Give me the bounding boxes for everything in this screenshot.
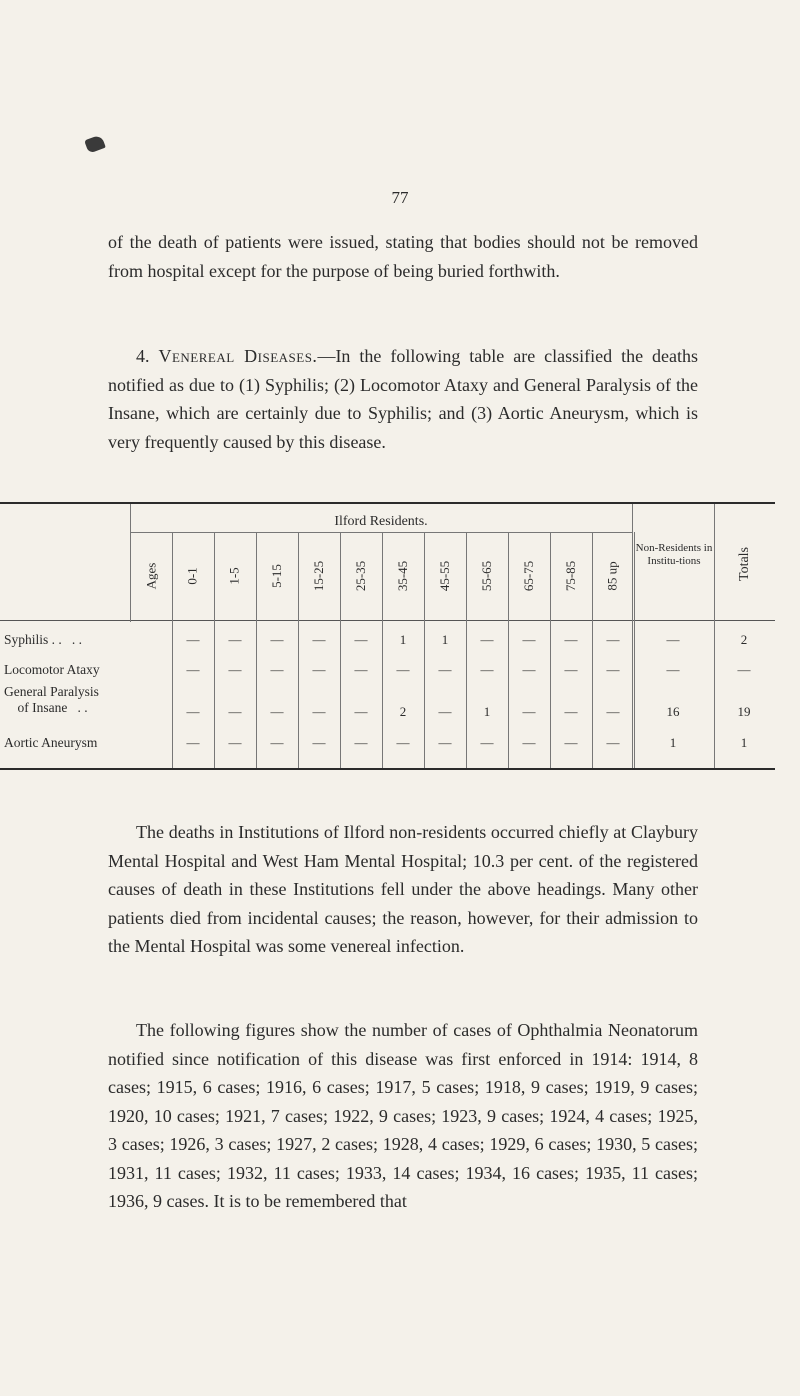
table-cell: — xyxy=(396,662,410,677)
table-cell: — xyxy=(312,704,326,719)
table-cell: 1 xyxy=(441,632,449,647)
table-cell: — xyxy=(522,662,536,677)
venereal-deaths-table xyxy=(0,502,775,772)
age-column-label: 25-35 xyxy=(353,560,368,592)
totals-cell: 1 xyxy=(740,735,748,750)
table-row-label: General Paralysis of Insane . . xyxy=(4,684,99,715)
table-cell: — xyxy=(438,704,452,719)
age-column-label: 75-85 xyxy=(563,560,578,592)
age-column-header xyxy=(257,536,297,616)
table-cell: — xyxy=(270,662,284,677)
age-column-label: 1-5 xyxy=(227,567,242,585)
age-column-header xyxy=(509,536,549,616)
table-cell: — xyxy=(312,735,326,750)
nonresidents-cell: 1 xyxy=(669,735,677,750)
table-cell: — xyxy=(564,704,578,719)
ink-blot-mark xyxy=(84,134,106,153)
table-bottom-rule xyxy=(0,768,775,770)
age-column-label: 85 up xyxy=(605,561,620,591)
table-cell: — xyxy=(606,704,620,719)
age-column-header xyxy=(299,536,339,616)
table-top-rule xyxy=(0,502,775,504)
table-cell: — xyxy=(606,662,620,677)
age-column-label: 45-55 xyxy=(437,560,452,592)
table-cell: — xyxy=(522,632,536,647)
table-cell: — xyxy=(396,735,410,750)
table-cell: — xyxy=(564,662,578,677)
age-column-label: 55-65 xyxy=(479,560,494,592)
table-cell: — xyxy=(522,704,536,719)
ages-header-label: Ages xyxy=(143,562,158,590)
table-cell: — xyxy=(480,735,494,750)
table-cell: — xyxy=(606,632,620,647)
totals-cell: 19 xyxy=(737,704,751,719)
age-column-header xyxy=(341,536,381,616)
table-cell: — xyxy=(186,632,200,647)
table-cell: — xyxy=(228,704,242,719)
table-cell: — xyxy=(354,662,368,677)
totals-header-label: Totals xyxy=(736,546,752,582)
table-cell: — xyxy=(354,632,368,647)
table-cell: — xyxy=(228,735,242,750)
table-cell: — xyxy=(270,632,284,647)
table-cell: — xyxy=(564,632,578,647)
section-heading: Venereal Diseases. xyxy=(158,346,318,366)
table-cell: — xyxy=(270,704,284,719)
age-column-label: 5-15 xyxy=(269,564,284,588)
nonresidents-cell: 16 xyxy=(666,704,680,719)
table-cell: — xyxy=(438,735,452,750)
age-column-label: 35-45 xyxy=(395,560,410,592)
age-column-header xyxy=(173,536,213,616)
nonresidents-header: Non-Residents in Institu-tions xyxy=(635,542,713,567)
table-cell: — xyxy=(564,735,578,750)
table-cell: — xyxy=(354,704,368,719)
age-column-header xyxy=(551,536,591,616)
table-cell: — xyxy=(228,632,242,647)
table-cell: — xyxy=(186,735,200,750)
age-column-label: 15-25 xyxy=(311,560,326,592)
table-cell: 2 xyxy=(399,704,407,719)
table-row-label: Locomotor Ataxy xyxy=(4,662,100,677)
table-row-label: Aortic Aneurysm xyxy=(4,735,98,750)
table-cell: — xyxy=(312,632,326,647)
paragraph-institution-deaths: The deaths in Institutions of Ilford non-residents occurred chiefly at Claybury Mental Hospital and West Ham Mental Hospital; 10.3 per cent. of the registered causes of death in these Institutions fell under the above headings. Many other patients died from incidental causes; the reason, however, for their admission to the Mental Hospital was some venereal infection. xyxy=(108,822,698,956)
nonresidents-cell: — xyxy=(666,632,680,647)
paragraph-removal-of-bodies: of the death of patients were issued, stating that bodies should not be removed from hospital except for the purpose of being buried forthwith. xyxy=(108,232,698,281)
totals-header xyxy=(716,512,774,616)
age-column-label: 0-1 xyxy=(185,567,200,585)
age-column-header xyxy=(593,536,633,616)
ages-header xyxy=(131,536,171,616)
table-cell: 1 xyxy=(483,704,491,719)
table-cell: — xyxy=(480,632,494,647)
table-cell: — xyxy=(228,662,242,677)
age-column-header xyxy=(215,536,255,616)
age-column-header xyxy=(383,536,423,616)
age-column-header xyxy=(425,536,465,616)
table-cell: — xyxy=(438,662,452,677)
section-number: 4. xyxy=(136,346,159,366)
table-cell: — xyxy=(312,662,326,677)
table-cell: — xyxy=(480,662,494,677)
table-header-rule xyxy=(0,620,775,621)
section-body: —In the following table are classified the deaths notified as due to (1) Syphilis; (2) Locomotor Ataxy and General Paralysis of the Insane, which are certainly due to Syphilis; and (3) Aortic Aneurysm, which is very frequently caused by this disease. xyxy=(108,346,699,452)
table-cell: — xyxy=(270,735,284,750)
nonresidents-cell: — xyxy=(666,662,680,677)
page-number: 77 xyxy=(391,188,409,207)
paragraph-venereal-diseases xyxy=(108,342,698,456)
table-row-label: Syphilis . . . . xyxy=(4,632,83,647)
table-cell: — xyxy=(186,662,200,677)
table-cell: — xyxy=(522,735,536,750)
table-cell: — xyxy=(606,735,620,750)
age-column-header xyxy=(467,536,507,616)
totals-cell: 2 xyxy=(740,632,748,647)
paragraph-ophthalmia-neonatorum: The following figures show the number of cases of Ophthalmia Neonatorum notified since notification of this disease was first enforced in 1914: 1914, 8 cases; 1915, 6 cases; 1916, 6 cases; 1917, 5 cases; 1918, 9 cases; 1919, 9 cases; 1920, 10 cases; 1921, 7 cases; 1922, 9 cases; 1923, 9 cases; 1924, 4 cases; 1925, 3 cases; 1926, 3 cases; 1927, 2 cases; 1928, 4 cases; 1929, 6 cases; 1930, 5 cases; 1931, 11 cases; 1932, 11 cases; 1933, 14 cases; 1934, 16 cases; 1935, 11 cases; 1936, 9 cases. It is to be remembered that xyxy=(108,1020,698,1211)
ilford-residents-header: Ilford Residents. xyxy=(334,514,428,529)
group-header-underline xyxy=(130,532,632,533)
table-cell: — xyxy=(354,735,368,750)
table-cell: — xyxy=(186,704,200,719)
totals-cell: — xyxy=(737,662,751,677)
table-cell: 1 xyxy=(399,632,407,647)
age-column-label: 65-75 xyxy=(521,560,536,592)
